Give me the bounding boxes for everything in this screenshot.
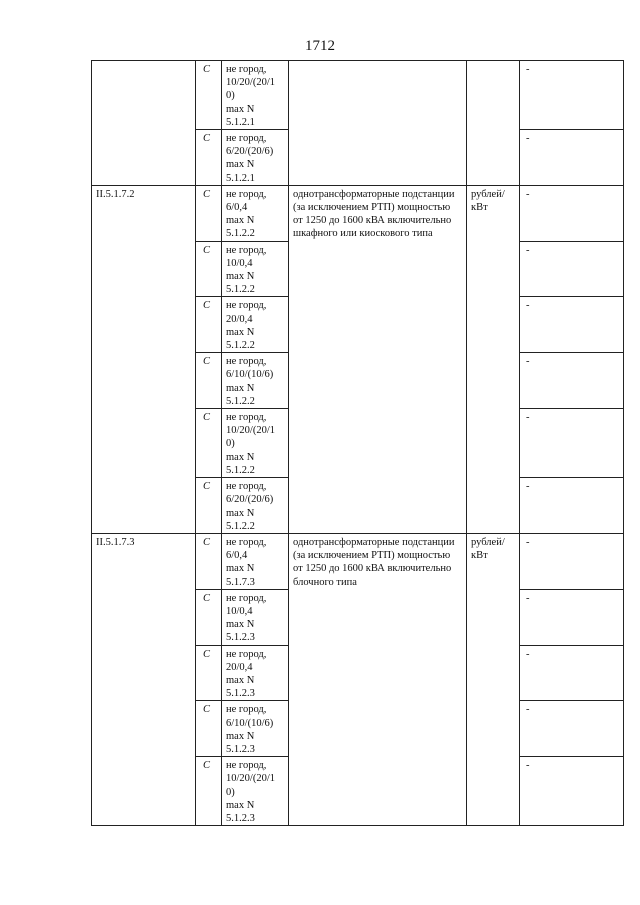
parameter-line: 5.1.2.3 — [226, 743, 255, 755]
parameter-line: не город, — [226, 188, 267, 200]
parameter-line: max N — [226, 215, 255, 227]
parameter-cell — [222, 645, 289, 701]
parameter-line: 5.1.7.3 — [226, 576, 255, 588]
parameter-line: 5.1.2.2 — [226, 228, 255, 240]
object-description-cell: однотрансформаторные подстанции (за исключением РТП) мощностью от 1250 до 1600 кВА включительно блочного типа — [289, 533, 467, 825]
tariff-table — [91, 60, 624, 826]
parameter-line: 5.1.2.3 — [226, 812, 255, 824]
parameter-line: не город, — [226, 64, 267, 75]
parameter-cell — [222, 130, 289, 186]
parameter-line: 0) — [226, 90, 235, 102]
value-cell: - — [520, 185, 624, 241]
value-cell: - — [520, 645, 624, 701]
parameter-line: max N — [226, 271, 255, 283]
object-description-cell — [289, 61, 467, 186]
value-cell: - — [520, 130, 624, 186]
value-cell: - — [520, 353, 624, 409]
parameter-line: не город, — [226, 760, 267, 772]
parameter-line: 10/0,4 — [226, 257, 253, 269]
value-cell: - — [520, 589, 624, 645]
unit-cell: рублей/ кВт — [467, 533, 520, 825]
category-letter-cell: C — [196, 185, 222, 241]
unit-cell — [467, 61, 520, 186]
parameter-line: max N — [226, 619, 255, 631]
value-cell: - — [520, 757, 624, 826]
value-cell: - — [520, 701, 624, 757]
parameter-line: 5.1.2.2 — [226, 284, 255, 296]
parameter-line: не город, — [226, 356, 267, 368]
item-code-cell: II.5.1.7.3 — [92, 533, 196, 825]
parameter-cell — [222, 61, 289, 130]
parameter-line: 5.1.2.2 — [226, 395, 255, 407]
parameter-cell — [222, 533, 289, 589]
category-letter-cell: C — [196, 241, 222, 297]
parameter-line: max N — [226, 103, 255, 115]
parameter-cell — [222, 353, 289, 409]
parameter-line: 20/0,4 — [226, 661, 253, 673]
parameter-line: 20/0,4 — [226, 313, 253, 325]
parameter-line: не город, — [226, 536, 267, 548]
value-cell: - — [520, 409, 624, 478]
parameter-line: 10/0,4 — [226, 605, 253, 617]
parameter-cell — [222, 589, 289, 645]
category-letter-cell: C — [196, 645, 222, 701]
parameter-cell — [222, 409, 289, 478]
parameter-line: max N — [226, 326, 255, 338]
parameter-cell — [222, 478, 289, 534]
page-number: 1712 — [305, 38, 335, 54]
parameter-line: 0) — [226, 786, 235, 798]
parameter-line: не город, — [226, 244, 267, 256]
category-letter-cell: C — [196, 478, 222, 534]
parameter-line: max N — [226, 382, 255, 394]
parameter-line: 6/20/(20/6) — [226, 494, 274, 506]
value-cell: - — [520, 478, 624, 534]
parameter-line: 6/0,4 — [226, 202, 248, 214]
category-letter-cell: C — [196, 130, 222, 186]
parameter-line: 6/0,4 — [226, 550, 248, 562]
category-letter-cell: C — [196, 757, 222, 826]
parameter-line: 5.1.2.2 — [226, 464, 255, 476]
parameter-line: 5.1.2.2 — [226, 340, 255, 352]
table-row — [92, 61, 624, 130]
parameter-line: max N — [226, 674, 255, 686]
category-letter-cell: C — [196, 409, 222, 478]
parameter-line: не город, — [226, 648, 267, 660]
parameter-cell — [222, 701, 289, 757]
parameter-line: не город, — [226, 133, 267, 145]
item-code-cell: II.5.1.7.2 — [92, 185, 196, 533]
parameter-line: не город, — [226, 592, 267, 604]
parameter-line: не город, — [226, 704, 267, 716]
table-row — [92, 533, 624, 589]
parameter-cell — [222, 297, 289, 353]
category-letter-cell: C — [196, 701, 222, 757]
parameter-line: не город, — [226, 300, 267, 312]
item-code-cell — [92, 61, 196, 186]
category-letter-cell: C — [196, 533, 222, 589]
parameter-cell — [222, 185, 289, 241]
parameter-line: max N — [226, 730, 255, 742]
parameter-line: 10/20/(20/1 — [226, 425, 275, 437]
parameter-line: 0) — [226, 438, 235, 450]
parameter-line: 6/10/(10/6) — [226, 717, 274, 729]
parameter-line: 6/10/(10/6) — [226, 369, 274, 381]
parameter-line: max N — [226, 451, 255, 463]
parameter-cell — [222, 241, 289, 297]
category-letter-cell: C — [196, 353, 222, 409]
category-letter-cell: C — [196, 589, 222, 645]
parameter-line: max N — [226, 799, 255, 811]
parameter-line: 5.1.2.1 — [226, 172, 255, 184]
table-row — [92, 185, 624, 241]
value-cell: - — [520, 61, 624, 130]
object-description-cell: однотрансформаторные подстанции (за исключением РТП) мощностью от 1250 до 1600 кВА включительно шкафного или киоскового типа — [289, 185, 467, 533]
value-cell: - — [520, 297, 624, 353]
parameter-line: 5.1.2.2 — [226, 520, 255, 532]
category-letter-cell: C — [196, 297, 222, 353]
parameter-line: 5.1.2.3 — [226, 688, 255, 700]
parameter-line: max N — [226, 507, 255, 519]
parameter-line: 5.1.2.1 — [226, 116, 255, 128]
parameter-line: не город, — [226, 481, 267, 493]
parameter-line: 10/20/(20/1 — [226, 773, 275, 785]
parameter-line: 5.1.2.3 — [226, 632, 255, 644]
parameter-cell — [222, 757, 289, 826]
parameter-line: 6/20/(20/6) — [226, 146, 274, 158]
parameter-line: 10/20/(20/1 — [226, 77, 275, 89]
value-cell: - — [520, 241, 624, 297]
category-letter-cell: C — [196, 61, 222, 130]
parameter-line: max N — [226, 563, 255, 575]
parameter-line: не город, — [226, 412, 267, 424]
unit-cell: рублей/ кВт — [467, 185, 520, 533]
parameter-line: max N — [226, 159, 255, 171]
value-cell: - — [520, 533, 624, 589]
